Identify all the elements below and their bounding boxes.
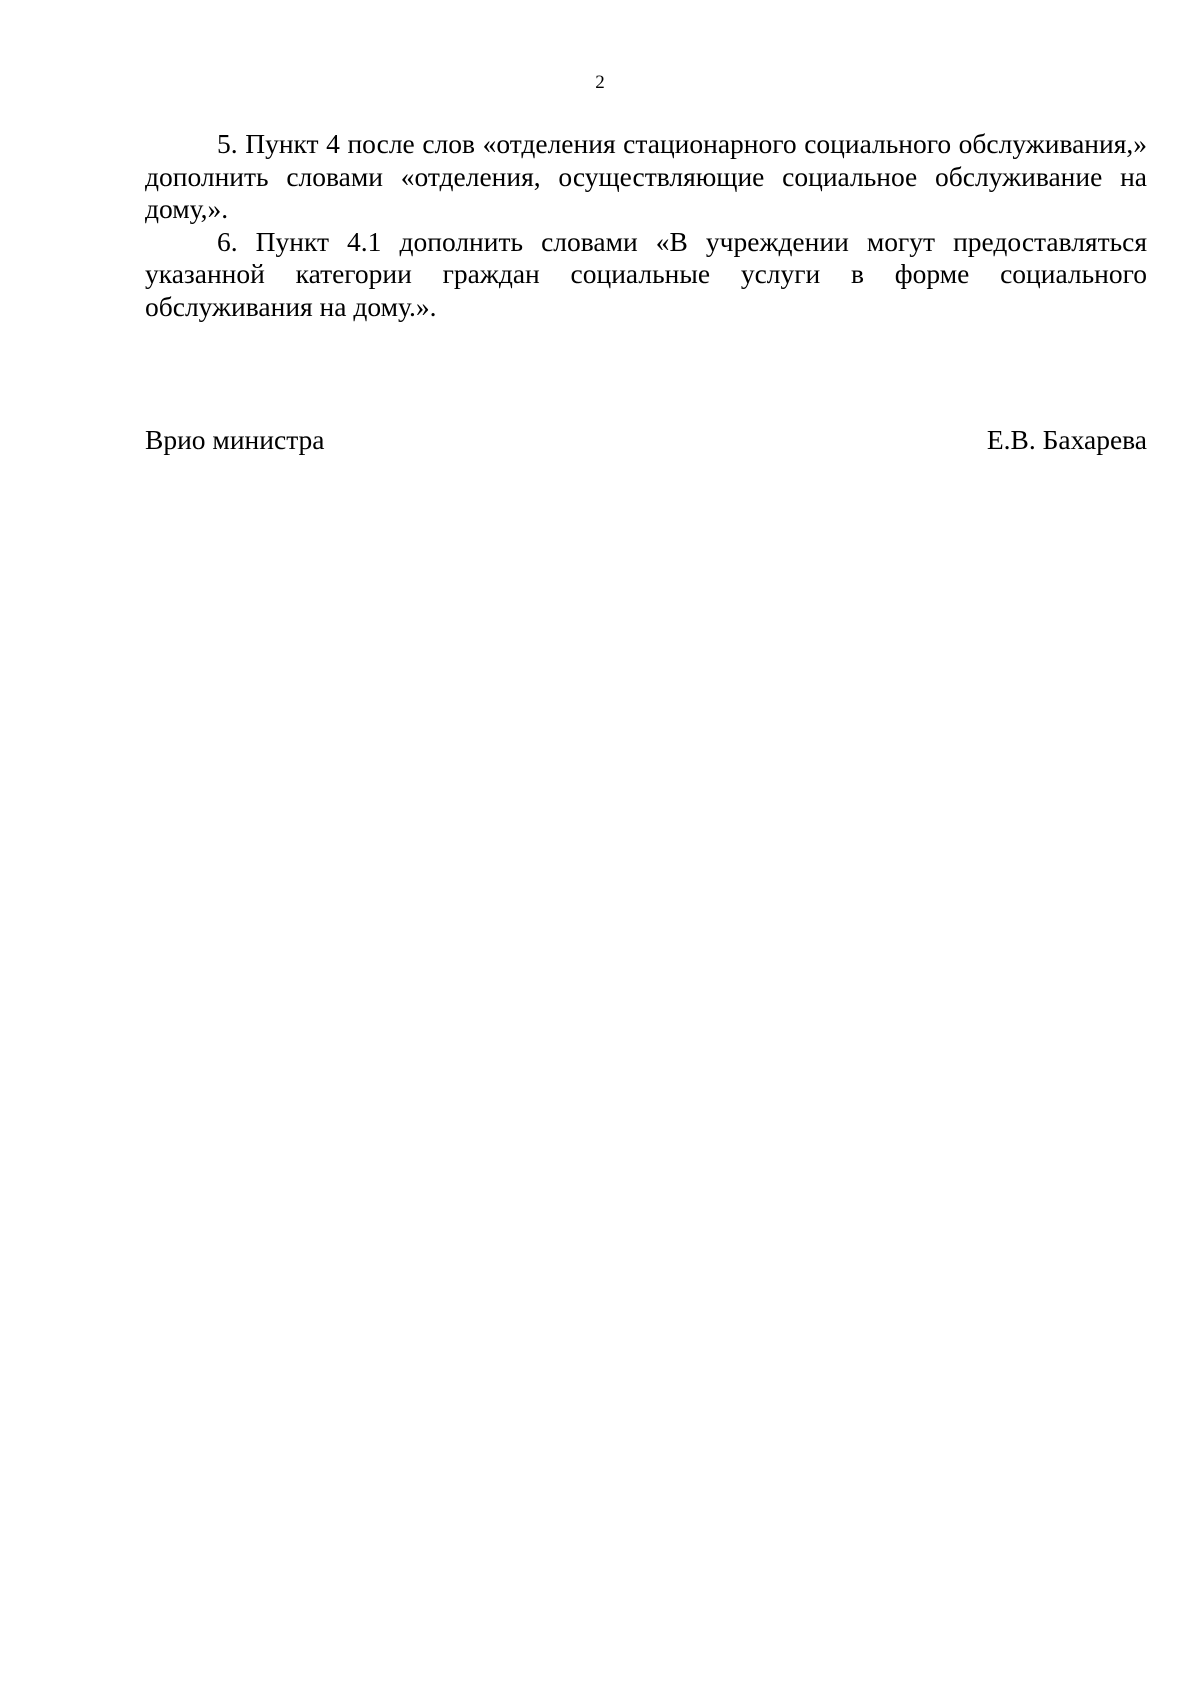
signatory-name: Е.В. Бахарева: [986, 424, 1147, 455]
paragraph-item-5: 5. Пункт 4 после слов «отделения стационарного социального обслуживания,» дополнить словами «отделения, осуществляющие социальное обслуживание на дому,».: [145, 128, 1147, 224]
signatory-position: Врио министра: [145, 424, 325, 455]
page-number: 2: [595, 72, 605, 93]
paragraph-item-6: 6. Пункт 4.1 дополнить словами «В учреждении могут предоставляться указанной категории граждан социальные услуги в форме социального обслуживания на дому.».: [145, 225, 1147, 322]
document-body: [145, 128, 1147, 323]
signature-block: [145, 424, 1147, 458]
